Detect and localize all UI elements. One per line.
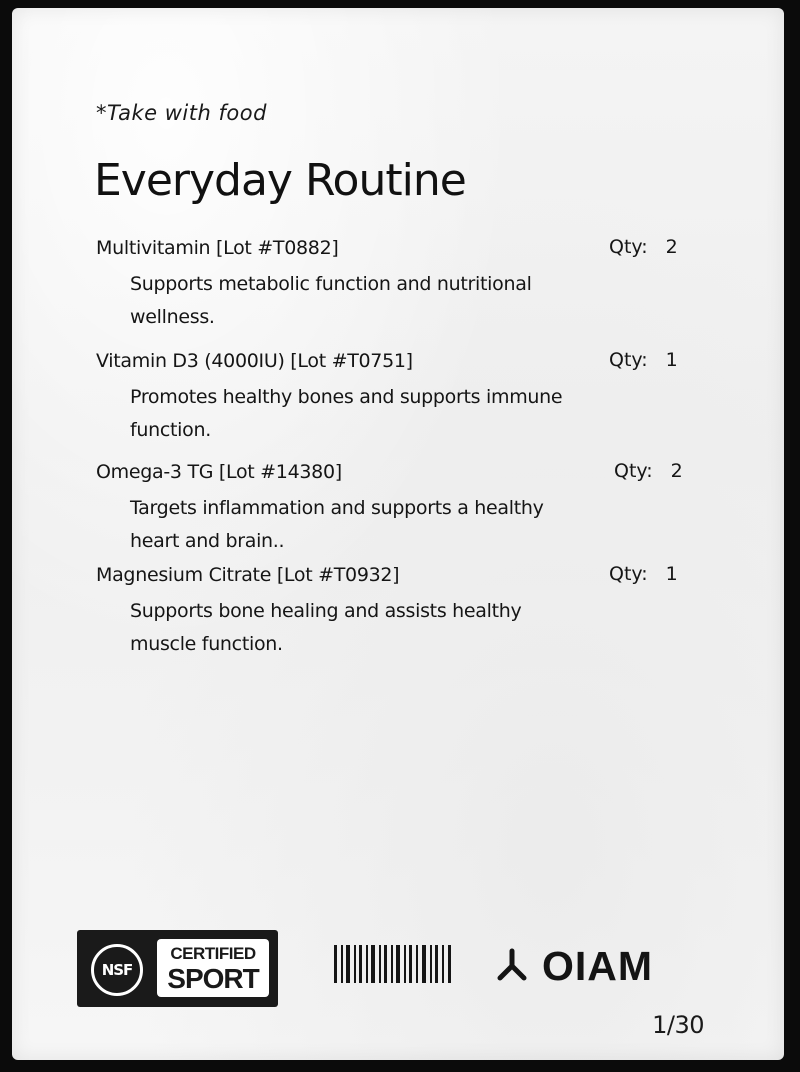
qty-value: 1 xyxy=(665,349,678,371)
item-quantity xyxy=(609,236,678,258)
item-name: Multivitamin [Lot #T0882] xyxy=(96,237,339,259)
sport-label: SPORT xyxy=(167,963,259,994)
qty-label: Qty: xyxy=(614,460,653,482)
item-name: Vitamin D3 (4000IU) [Lot #T0751] xyxy=(96,350,413,372)
brand-logo xyxy=(492,943,654,989)
brand-tripod-icon xyxy=(492,946,532,986)
qty-value: 2 xyxy=(665,236,678,258)
certified-label: CERTIFIED xyxy=(170,944,256,963)
dose-counter: 1/30 xyxy=(652,1011,704,1039)
barcode-icon xyxy=(334,945,452,983)
item-name: Omega-3 TG [Lot #14380] xyxy=(96,461,342,483)
item-name: Magnesium Citrate [Lot #T0932] xyxy=(96,564,400,586)
item-description: Supports metabolic function and nutritional wellness. xyxy=(130,273,532,328)
usage-note: *Take with food xyxy=(96,101,267,125)
item-quantity xyxy=(609,563,678,585)
qty-label: Qty: xyxy=(609,349,648,371)
supplement-packet xyxy=(12,8,784,1060)
qty-value: 2 xyxy=(670,460,683,482)
item-quantity xyxy=(609,349,678,371)
list-item xyxy=(96,460,716,558)
item-description: Targets inflammation and supports a healthy heart and brain.. xyxy=(130,497,544,552)
qty-label: Qty: xyxy=(609,236,648,258)
brand-name: OIAM xyxy=(542,943,654,989)
item-quantity xyxy=(614,460,683,482)
nsf-certified-sport-badge xyxy=(77,930,278,1007)
item-description: Promotes healthy bones and supports immune function. xyxy=(130,386,563,441)
routine-title: Everyday Routine xyxy=(94,155,466,206)
list-item xyxy=(96,236,716,334)
list-item xyxy=(96,349,716,447)
item-description: Supports bone healing and assists healthy muscle function. xyxy=(130,600,522,655)
certified-sport-panel xyxy=(157,939,269,997)
qty-label: Qty: xyxy=(609,563,648,585)
qty-value: 1 xyxy=(665,563,678,585)
list-item xyxy=(96,563,716,661)
nsf-logo: NSF xyxy=(91,944,143,996)
